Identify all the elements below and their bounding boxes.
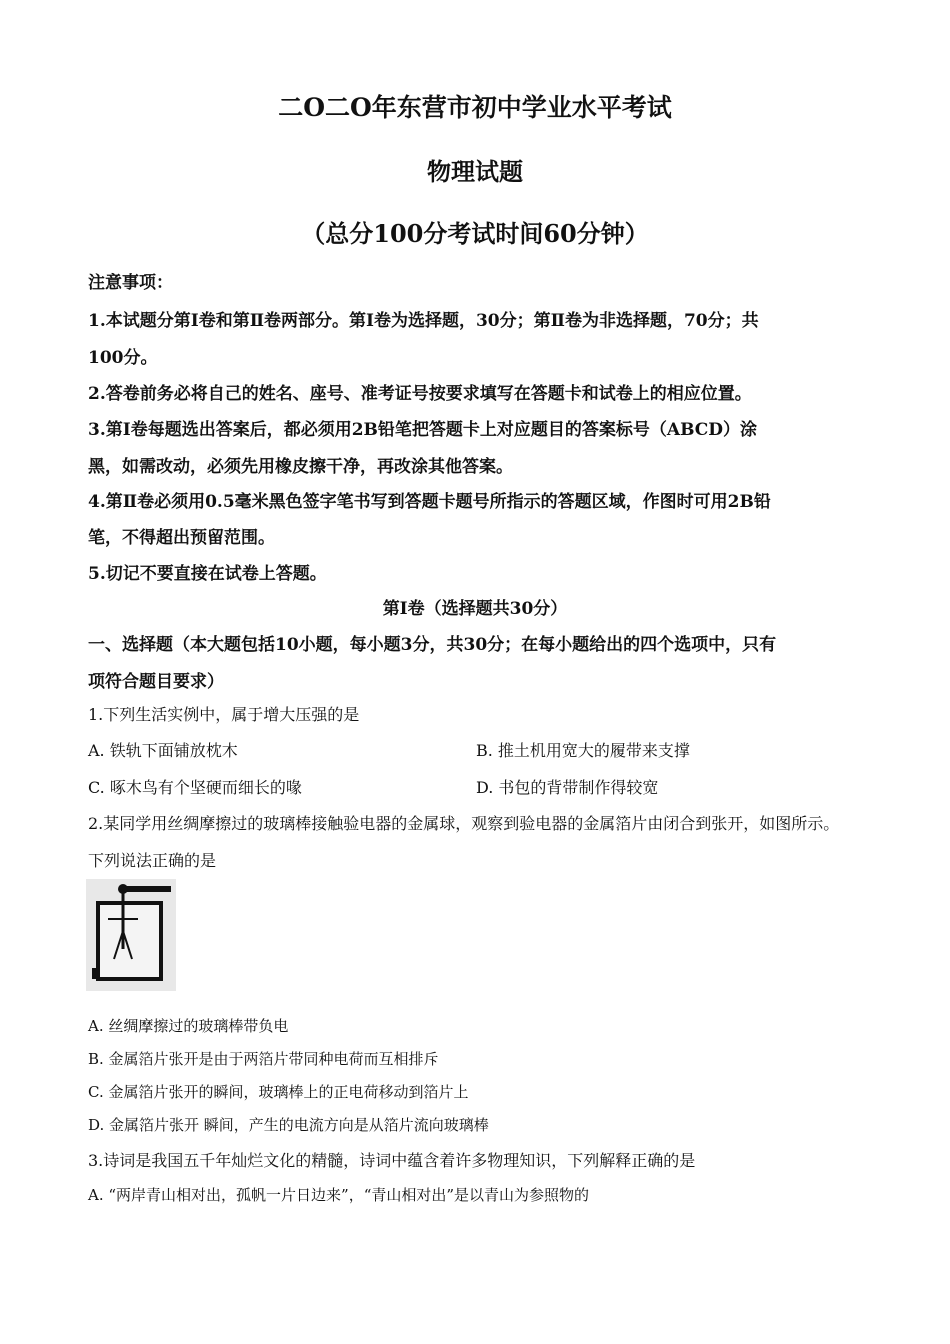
question-1-option-b: B. 推土机用宽大的履带来支撑 [476,741,690,760]
note-5: 5.切记不要直接在试卷上答题。 [88,564,327,584]
exam-title: 二O二O年东营市初中学业水平考试 [278,93,672,122]
electroscope-figure [86,879,176,991]
question-1-option-c: C. 啄木鸟有个坚硬而细长的喙 [88,778,302,797]
subject-title: 物理试题 [427,157,523,186]
question-2-option-c: C. 金属箔片张开的瞬间，玻璃棒上的正电荷移动到箔片上 [88,1083,469,1101]
note-1-cont: 100分。 [88,348,158,368]
note-1: 1.本试题分第I卷和第Ⅱ卷两部分。第I卷为选择题，30分；第Ⅱ卷为非选择题，70分；共 [88,311,759,331]
note-2: 2.答卷前务必将自己的姓名、座号、准考证号按要求填写在答题卡和试卷上的相应位置。 [88,384,752,404]
question-2-option-d: D. 金属箔片张开 瞬间，产生的电流方向是从箔片流向玻璃棒 [88,1116,489,1134]
exam-info: （总分100分考试时间60分钟） [301,219,649,248]
question-3-option-a: A. “两岸青山相对出，孤帆一片日边来”，“青山相对出”是以青山为参照物的 [88,1186,590,1204]
question-1-option-a: A. 铁轨下面铺放枕木 [88,741,238,760]
question-2-option-b: B. 金属箔片张开是由于两箔片带同种电荷而互相排斥 [88,1050,439,1068]
section-instructions: 一、选择题（本大题包括10小题，每小题3分，共30分；在每小题给出的四个选项中，只有 [88,635,777,655]
note-3-cont: 黑，如需改动，必须先用橡皮擦干净，再改涂其他答案。 [88,457,513,477]
notes-heading: 注意事项： [88,273,173,293]
section-title: 第Ⅰ卷（选择题共30分） [382,599,568,619]
note-4-cont: 笔，不得超出预留范围。 [88,528,275,548]
section-instructions-cont: 项符合题目要求） [88,672,224,692]
question-2-stem-cont: 下列说法正确的是 [88,851,217,870]
note-3: 3.第Ⅰ卷每题选出答案后，都必须用2B铅笔把答题卡上对应题目的答案标号（ABCD）涂 [88,420,758,440]
question-3-stem: 3.诗词是我国五千年灿烂文化的精髓，诗词中蕴含着许多物理知识，下列解释正确的是 [88,1151,696,1170]
note-4: 4.第Ⅱ卷必须用0.5毫米黑色签字笔书写到答题卡题号所指示的答题区域，作图时可用2B铅 [88,492,771,512]
question-1-stem: 1.下列生活实例中，属于增大压强的是 [88,705,360,724]
question-2-stem: 2.某同学用丝绸摩擦过的玻璃棒接触验电器的金属球，观察到验电器的金属箔片由闭合到张开，如图所示。 [88,814,840,833]
question-2-option-a: A. 丝绸摩擦过的玻璃棒带负电 [88,1017,289,1035]
question-1-option-d: D. 书包的背带制作得较宽 [476,778,659,797]
